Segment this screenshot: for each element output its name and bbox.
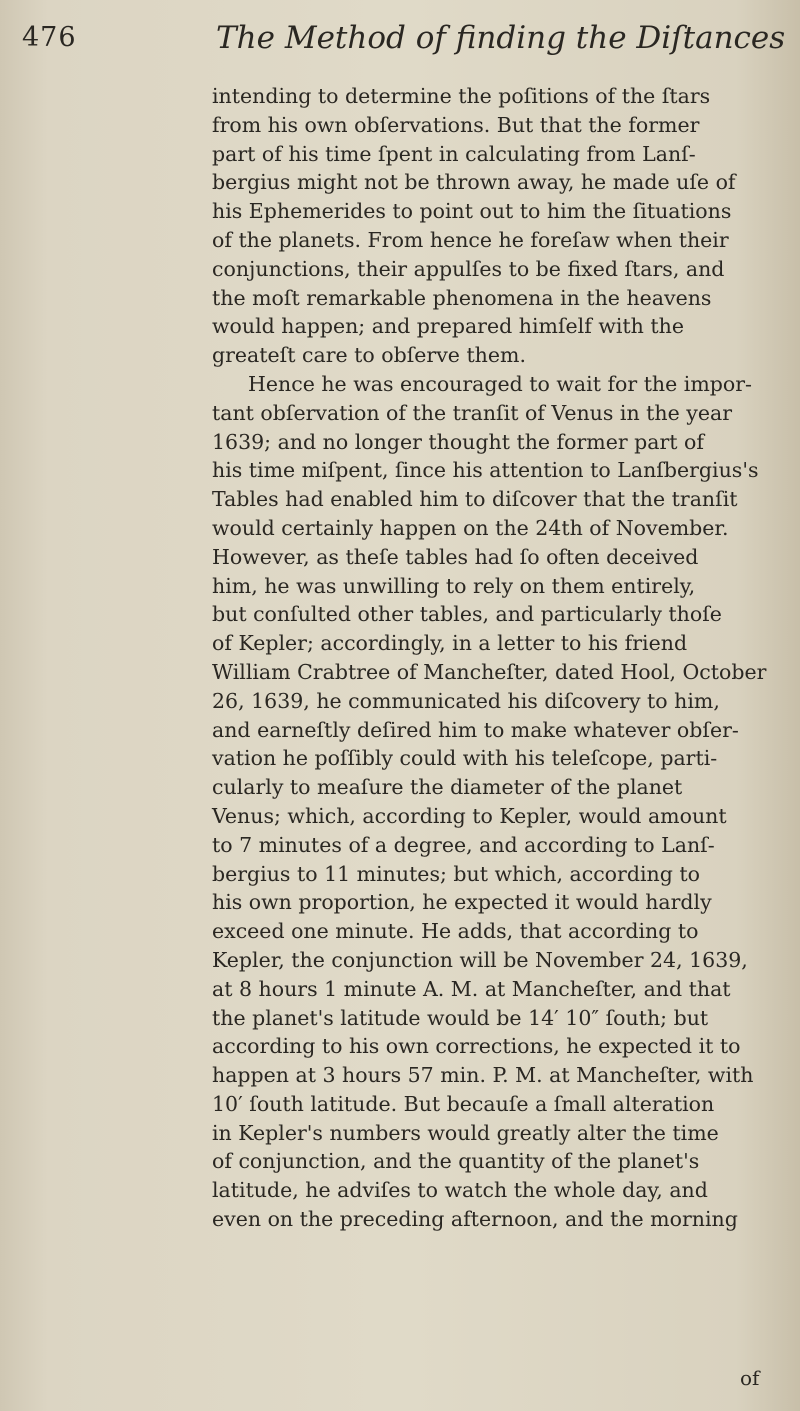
text-line: latitude, he adviſes to watch the whole day, and — [212, 1178, 708, 1203]
text-line: in Kepler's numbers would greatly alter the time — [212, 1120, 719, 1145]
text-line: the planet's latitude would be 14′ 10″ ſouth; but — [212, 1005, 709, 1030]
text-line: bergius might not be thrown away, he made uſe of — [212, 170, 736, 195]
text-line: the moſt remarkable phenomena in the heavens — [212, 285, 712, 310]
text-line: of the planets. From hence he foreſaw when their — [212, 227, 729, 252]
text-line: greateſt care to obſerve them. — [212, 343, 526, 368]
catchword: of — [740, 1366, 760, 1390]
text-line: conjunctions, their appulſes to be fixed ſtars, and — [212, 256, 725, 281]
text-line: part of his time ſpent in calculating from Lanſ- — [212, 141, 696, 166]
text-line: happen at 3 hours 57 min. P. M. at Mancheſter, with — [212, 1063, 754, 1088]
text-line: 10′ ſouth latitude. But becauſe a ſmall alteration — [212, 1091, 715, 1116]
text-line: 1639; and no longer thought the former part of — [212, 429, 704, 454]
text-line: his own proportion, he expected it would hardly — [212, 890, 712, 915]
body-text — [212, 82, 792, 1234]
text-line: but conſulted other tables, and particularly thoſe — [212, 602, 722, 627]
text-line: vation he poſſibly could with his teleſcope, parti- — [212, 746, 718, 771]
text-line: Hence he was encouraged to wait for the impor- — [248, 371, 752, 396]
text-line: at 8 hours 1 minute A. M. at Mancheſter, and that — [212, 976, 731, 1001]
text-line: of conjunction, and the quantity of the planet's — [212, 1149, 700, 1174]
text-line: 26, 1639, he communicated his diſcovery to him, — [212, 688, 720, 713]
text-line: would happen; and prepared himſelf with the — [212, 314, 684, 339]
text-line: according to his own corrections, he expected it to — [212, 1034, 741, 1059]
text-line: from his own obſervations. But that the former — [212, 112, 700, 137]
text-line: of Kepler; accordingly, in a letter to his friend — [212, 631, 688, 656]
text-line: exceed one minute. He adds, that according to — [212, 919, 699, 944]
text-line: his Ephemerides to point out to him the ſituations — [212, 199, 732, 224]
text-line: even on the preceding afternoon, and the morning — [212, 1207, 738, 1232]
text-line: However, as theſe tables had ſo often deceived — [212, 544, 699, 569]
text-line: his time miſpent, ſince his attention to Lanſbergius's — [212, 458, 759, 483]
text-line: Venus; which, according to Kepler, would amount — [212, 803, 727, 828]
text-line: bergius to 11 minutes; but which, according to — [212, 861, 700, 886]
text-line: cularly to meaſure the diameter of the planet — [212, 775, 683, 800]
text-line: tant obſervation of the tranſit of Venus in the year — [212, 400, 732, 425]
text-line: would certainly happen on the 24th of November. — [212, 515, 729, 540]
text-line: to 7 minutes of a degree, and according to Lanſ- — [212, 832, 715, 857]
text-line: intending to determine the poſitions of the ſtars — [212, 84, 711, 108]
text-line: Tables had enabled him to diſcover that the tranſit — [212, 487, 738, 512]
running-head: The Method of finding the Diſtances — [216, 20, 786, 56]
text-line: Kepler, the conjunction will be November 24, 1639, — [212, 947, 748, 972]
text-line: and earneſtly deſired him to make whatever obſer- — [212, 717, 739, 742]
page-number: 476 — [22, 22, 77, 53]
text-line: William Crabtree of Mancheſter, dated Hool, October — [212, 659, 767, 684]
text-line: him, he was unwilling to rely on them entirely, — [212, 573, 696, 598]
